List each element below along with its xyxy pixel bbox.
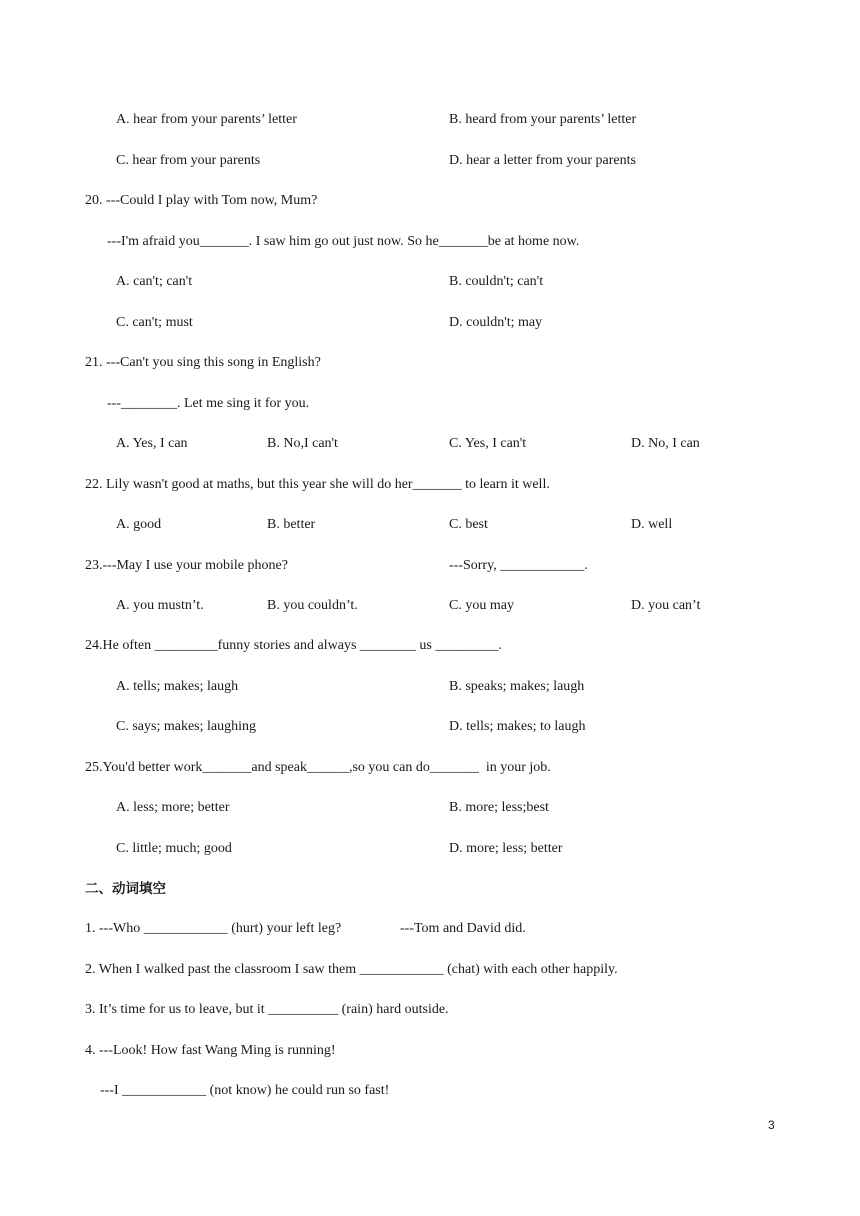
- q21-option-b: B. No,I can't: [267, 436, 338, 451]
- s2-q4-reply: ---I ____________ (not know) he could run so fast!: [100, 1083, 390, 1098]
- q25-option-b: B. more; less;best: [449, 800, 549, 815]
- q19-option-d: D. hear a letter from your parents: [449, 153, 636, 168]
- s2-q2: 2. When I walked past the classroom I saw them ____________ (chat) with each other happily.: [85, 962, 618, 977]
- q21-option-d: D. No, I can: [631, 436, 700, 451]
- q23-stem: 23.---May I use your mobile phone?: [85, 558, 288, 573]
- q23-option-a: A. you mustn’t.: [116, 598, 204, 613]
- q22-stem: 22. Lily wasn't good at maths, but this year she will do her_______ to learn it well.: [85, 477, 550, 492]
- q25-stem: 25.You'd better work_______and speak______,so you can do_______ in your job.: [85, 760, 551, 775]
- q21-reply: ---________. Let me sing it for you.: [107, 396, 310, 411]
- q23-reply: ---Sorry, ____________.: [449, 558, 588, 573]
- s2-q1-reply: ---Tom and David did.: [400, 921, 526, 936]
- q24-stem: 24.He often _________funny stories and always ________ us _________.: [85, 638, 502, 653]
- q25-option-a: A. less; more; better: [116, 800, 230, 815]
- q24-option-d: D. tells; makes; to laugh: [449, 719, 586, 734]
- q23-option-d: D. you can’t: [631, 598, 701, 613]
- q19-option-a: A. hear from your parents’ letter: [116, 112, 297, 127]
- q25-option-d: D. more; less; better: [449, 841, 563, 856]
- q21-option-c: C. Yes, I can't: [449, 436, 527, 451]
- q24-option-b: B. speaks; makes; laugh: [449, 679, 585, 694]
- q20-stem: 20. ---Could I play with Tom now, Mum?: [85, 193, 318, 208]
- q20-option-b: B. couldn't; can't: [449, 274, 544, 289]
- s2-q1-stem: 1. ---Who ____________ (hurt) your left leg?: [85, 921, 342, 936]
- q22-option-b: B. better: [267, 517, 316, 532]
- q23-option-c: C. you may: [449, 598, 514, 613]
- section-heading: 二、动词填空: [85, 881, 166, 897]
- q25-option-c: C. little; much; good: [116, 841, 232, 856]
- q20-reply: ---I'm afraid you_______. I saw him go out just now. So he_______be at home now.: [107, 234, 580, 249]
- page-number: 3: [768, 1118, 775, 1132]
- q23-option-b: B. you couldn’t.: [267, 598, 358, 613]
- q19-option-b: B. heard from your parents’ letter: [449, 112, 637, 127]
- q22-option-d: D. well: [631, 517, 673, 532]
- q20-option-a: A. can't; can't: [116, 274, 193, 289]
- q19-option-c: C. hear from your parents: [116, 153, 261, 168]
- q21-stem: 21. ---Can't you sing this song in English?: [85, 355, 321, 370]
- q22-option-a: A. good: [116, 517, 162, 532]
- q22-option-c: C. best: [449, 517, 488, 532]
- q20-option-c: C. can't; must: [116, 315, 193, 330]
- q21-option-a: A. Yes, I can: [116, 436, 188, 451]
- q24-option-a: A. tells; makes; laugh: [116, 679, 239, 694]
- s2-q4-stem: 4. ---Look! How fast Wang Ming is running!: [85, 1043, 336, 1058]
- q24-option-c: C. says; makes; laughing: [116, 719, 256, 734]
- s2-q3: 3. It’s time for us to leave, but it __________ (rain) hard outside.: [85, 1002, 449, 1017]
- q20-option-d: D. couldn't; may: [449, 315, 543, 330]
